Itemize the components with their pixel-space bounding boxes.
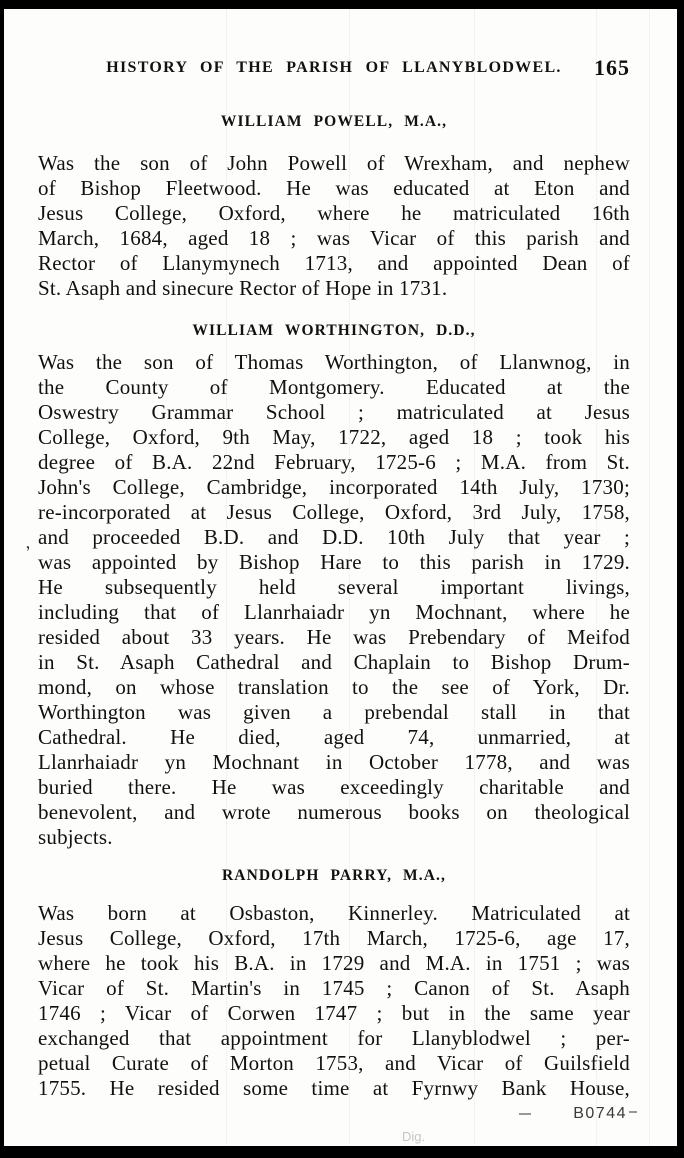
text-line: benevolent, and wrote numerous books on theological (38, 800, 630, 824)
paragraph (38, 350, 630, 850)
text-line: College, Oxford, 9th May, 1722, aged 18 ; took his (38, 425, 630, 449)
text-line: mond, on whose translation to the see of York, Dr. (38, 675, 630, 699)
text-line: Cathedral. He died, aged 74, unmarried, at (38, 725, 630, 749)
text-line: 1746 ; Vicar of Corwen 1747 ; but in the same year (38, 1001, 630, 1025)
text-column (38, 55, 630, 1101)
text-line: Oswestry Grammar School ; matriculated at Jesus (38, 400, 630, 424)
text-line: degree of B.A. 22nd February, 1725-6 ; M.A. from St. (38, 450, 630, 474)
section-william-powell (38, 113, 630, 301)
text-line: was appointed by Bishop Hare to this parish in 1729. (38, 550, 630, 574)
text-line: where he took his B.A. in 1729 and M.A. in 1751 ; was (38, 951, 630, 975)
text-line: He subsequently held several important livings, (38, 575, 630, 599)
text-line: re-incorporated at Jesus College, Oxford, 3rd July, 1758, (38, 500, 630, 524)
scan-dash (629, 1111, 637, 1113)
text-line: in St. Asaph Cathedral and Chaplain to Bishop Drum- (38, 650, 630, 674)
scan-artifact-line (649, 9, 650, 1146)
text-line: St. Asaph and sinecure Rector of Hope in 1731. (38, 276, 448, 300)
text-line: Jesus College, Oxford, where he matriculated 16th (38, 201, 630, 225)
margin-tick-mark: ‚ (21, 532, 32, 553)
running-head (38, 55, 630, 83)
digitization-watermark: Dig. (402, 1129, 426, 1144)
text-line: March, 1684, aged 18 ; was Vicar of this parish and (38, 226, 630, 250)
scan-dash (519, 1113, 531, 1115)
text-line: subjects. (38, 825, 113, 849)
text-line: Worthington was given a prebendal stall in that (38, 700, 630, 724)
text-line: of Bishop Fleetwood. He was educated at Eton and (38, 176, 630, 200)
text-line: Was the son of John Powell of Wrexham, and nephew (38, 151, 630, 175)
paragraph (38, 901, 630, 1101)
text-line: Rector of Llanymynech 1713, and appointed Dean of (38, 251, 630, 275)
section-heading: RANDOLPH PARRY, M.A., (222, 867, 446, 884)
text-line: Jesus College, Oxford, 17th March, 1725-6, age 17, (38, 926, 630, 950)
text-line: John's College, Cambridge, incorporated 14th July, 1730; (38, 475, 630, 499)
text-line: 1755. He resided some time at Fyrnwy Bank House, (38, 1076, 630, 1100)
catalog-stamp: B0744 (573, 1105, 627, 1122)
text-line: Llanrhaiadr yn Mochnant in October 1778, and was (38, 750, 630, 774)
text-line: petual Curate of Morton 1753, and Vicar of Guilsfield (38, 1051, 630, 1075)
section-randolph-parry (38, 867, 630, 1101)
text-line: Was born at Osbaston, Kinnerley. Matriculated at (38, 901, 630, 925)
text-line: Was the son of Thomas Worthington, of Llanwnog, in (38, 350, 630, 374)
text-line: buried there. He was exceedingly charitable and (38, 775, 630, 799)
text-line: exchanged that appointment for Llanyblodwel ; per- (38, 1026, 630, 1050)
text-line: Vicar of St. Martin's in 1745 ; Canon of St. Asaph (38, 976, 630, 1000)
text-line: the County of Montgomery. Educated at the (38, 375, 630, 399)
paragraph (38, 151, 630, 301)
text-line: resided about 33 years. He was Prebendary of Meifod (38, 625, 630, 649)
section-william-worthington (38, 322, 630, 850)
text-line: including that of Llanrhaiadr yn Mochnant, where he (38, 600, 630, 624)
page-number: 165 (594, 55, 630, 80)
section-heading: WILLIAM WORTHINGTON, D.D., (192, 322, 476, 339)
section-heading: WILLIAM POWELL, M.A., (220, 113, 448, 130)
text-line: and proceeded B.D. and D.D. 10th July that year ; (38, 525, 630, 549)
page-title: HISTORY OF THE PARISH OF LLANYBLODWEL. (106, 59, 562, 76)
